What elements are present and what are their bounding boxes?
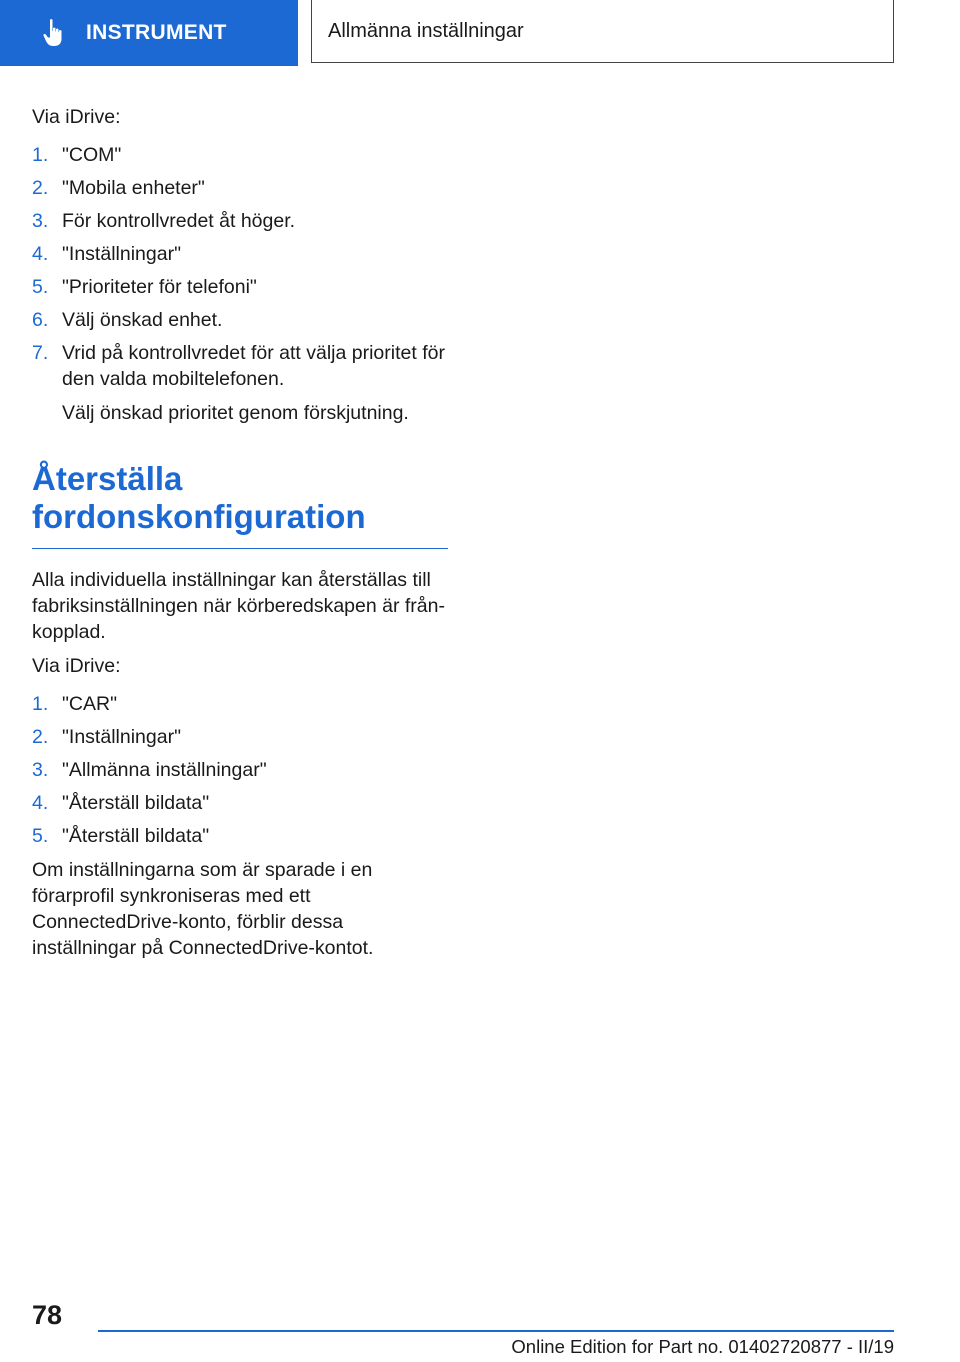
step-number: 6. [32,309,49,331]
list-item [32,724,448,750]
step-text: "Prioriteter för telefoni" [62,276,257,298]
step-number: 4. [32,243,49,265]
section-title-text: Allmänna inställningar [328,19,524,42]
step-number: 1. [32,144,49,166]
step-number: 4. [32,792,49,814]
step-number: 2. [32,177,49,199]
list-item [32,691,448,717]
pointing-hand-icon [42,18,68,48]
section-description: Alla individuella inställningar kan återställas till fabriksinställningen när körberedskapen är från-kopplad. [32,569,445,643]
step-text: "COM" [62,144,122,166]
section-heading [32,460,448,549]
section-heading-line1: Återställa [32,460,183,497]
step-text: "Allmänna inställningar" [62,759,267,781]
via-idrive-intro: Via iDrive: [32,106,121,128]
step-number: 1. [32,693,49,715]
step-text: "Inställningar" [62,243,181,265]
step-text: "Återställ bildata" [62,792,210,814]
steps-list-2 [32,691,448,849]
step-number: 3. [32,759,49,781]
step-text: Välj önskad enhet. [62,309,223,331]
list-item [32,274,448,300]
closing-paragraph: Om inställningarna som är sparade i en förarprofil synkroniseras med ett ConnectedDrive-konto, förblir dessa inställningar på ConnectedDrive-kontot. [32,859,374,959]
list-item [32,757,448,783]
list-item [32,340,448,426]
list-item [32,307,448,333]
step-number: 2. [32,726,49,748]
page-number: 78 [32,1300,63,1330]
header-tab-label: INSTRUMENT [86,21,227,44]
list-item [32,208,448,234]
footer-divider [98,1330,894,1332]
list-item [32,241,448,267]
list-item [32,142,448,168]
step-text: "Återställ bildata" [62,825,210,847]
step-number: 3. [32,210,49,232]
header-section-title [311,0,894,63]
footer-edition-text: Online Edition for Part no. 01402720877 - II/19 [511,1336,894,1357]
step-text: För kontrollvredet åt höger. [62,210,296,232]
list-item [32,175,448,201]
header-tab[interactable] [0,0,298,66]
step-number: 7. [32,342,49,364]
list-item [32,790,448,816]
step-text: "Mobila enheter" [62,177,205,199]
step-number: 5. [32,276,49,298]
step-7-text: Vrid på kontrollvredet för att välja prioritet för den valda mobiltelefonen. [62,342,445,390]
step-text: "CAR" [62,693,118,715]
step-text: "Inställningar" [62,726,181,748]
step-number: 5. [32,825,49,847]
section-heading-line2: fordonskonfiguration [32,498,366,535]
step-7-note: Välj önskad prioritet genom förskjutning. [62,402,409,424]
list-item [32,823,448,849]
step-text [62,340,448,426]
main-content [32,104,448,961]
steps-list-1 [32,142,448,426]
via-idrive-intro-2: Via iDrive: [32,655,121,677]
